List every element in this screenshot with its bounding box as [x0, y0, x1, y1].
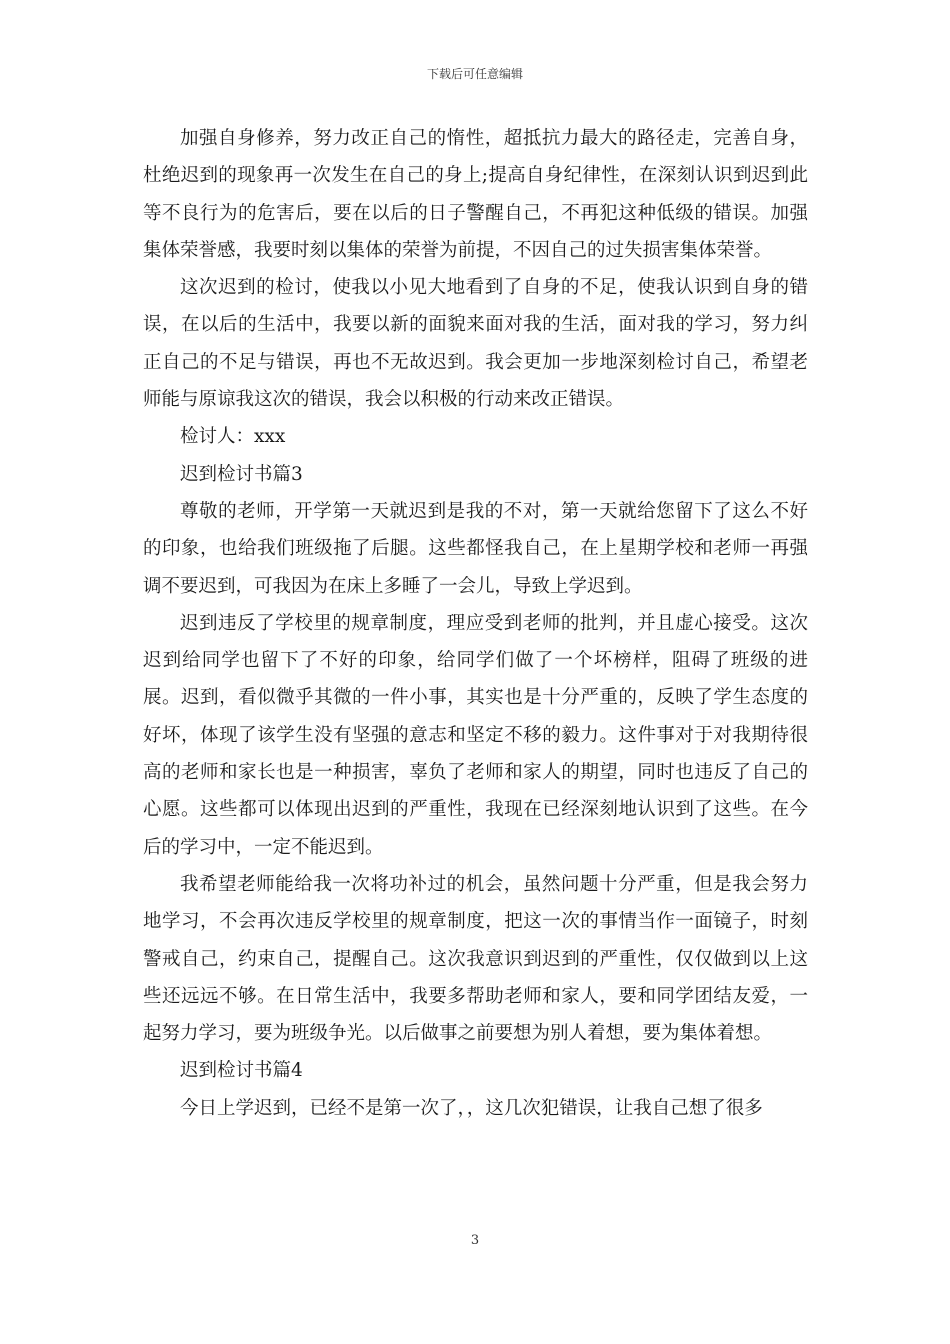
- page-number: 3: [470, 1233, 480, 1248]
- section-title-4: 迟到检讨书篇4: [180, 1060, 303, 1082]
- paragraph-promise: 我希望老师能给我一次将功补过的机会，虽然问题十分严重，但是我会努力地学习，不会再次违反学校里的规章制度，把这一次的事情当作一面镜子，时刻警戒自己，约束自己，提醒自己。这次我意识到迟到的严重性，仅仅做到以上这些还远远不够。在日常生活中，我要多帮助老师和家人，要和同学团结友爱，一起努力学习，要为班级争光。以后做事之前要想为别人着想，要为集体着想。: [143, 873, 808, 1045]
- paragraph-reflection: 这次迟到的检讨，使我以小见大地看到了自身的不足，使我认识到自身的错误，在以后的生活中，我要以新的面貌来面对我的生活，面对我的学习，努力纠正自己的不足与错误，再也不无故迟到。我会更加一步地深刻检讨自己，希望老师能与原谅我这次的错误，我会以积极的行动来改正错误。: [143, 277, 808, 411]
- section-title-3: 迟到检讨书篇3: [180, 463, 303, 485]
- paragraph-apology: 尊敬的老师，开学第一天就迟到是我的不对，第一天就给您留下了这么不好的印象，也给我们班级拖了后腿。这些都怪我自己，在上星期学校和老师一再强调不要迟到，可我因为在床上多睡了一会儿，导致上学迟到。: [143, 500, 808, 597]
- paragraph-section-4-start: 今日上学迟到，已经不是第一次了，，这几次犯错误，让我自己想了很多: [180, 1097, 763, 1119]
- page-header-note: 下载后可任意编辑: [426, 67, 523, 81]
- signature-line: 检讨人：xxx: [180, 426, 286, 448]
- paragraph-consequences: 迟到违反了学校里的规章制度，理应受到老师的批判，并且虚心接受。这次迟到给同学也留下了不好的印象，给同学们做了一个坏榜样，阻碍了班级的进展。迟到，看似微乎其微的一件小事，其实也是十分严重的，反映了学生态度的好坏，体现了该学生没有坚强的意志和坚定不移的毅力。这件事对于对我期待很高的老师和家长也是一种损害，辜负了老师和家人的期望，同时也违反了自己的心愿。这些都可以体现出迟到的严重性，我现在已经深刻地认识到了这些。在今后的学习中，一定不能迟到。: [143, 612, 808, 858]
- paragraph-self-improvement: 加强自身修养，努力改正自己的惰性，超抵抗力最大的路径走，完善自身，杜绝迟到的现象再一次发生在自己的身上;提高自身纪律性，在深刻认识到迟到此等不良行为的危害后，要在以后的日子警醒自己，不再犯这种低级的错误。加强集体荣誉感，我要时刻以集体的荣誉为前提，不因自己的过失损害集体荣誉。: [143, 128, 808, 261]
- document-body: [143, 120, 808, 1127]
